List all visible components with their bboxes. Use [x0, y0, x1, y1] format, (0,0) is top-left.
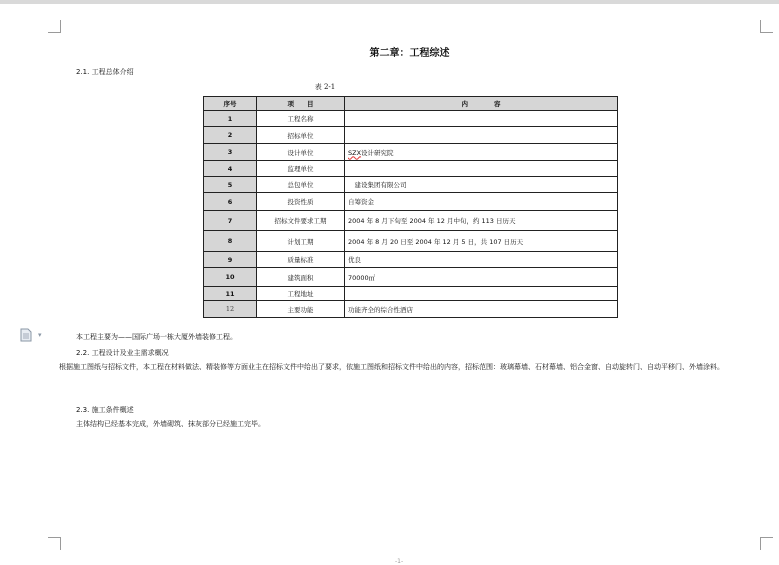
row-item[interactable]: 计划工期	[257, 231, 345, 252]
crop-mark-top-left	[48, 20, 61, 33]
chevron-down-icon[interactable]: ▾	[38, 331, 42, 339]
row-item[interactable]: 工程地址	[257, 287, 345, 301]
row-content[interactable]	[345, 144, 618, 161]
table-row	[204, 193, 618, 211]
page-number: -1-	[395, 558, 404, 565]
section-heading-2-3[interactable]: 2.3. 施工条件概述	[76, 406, 134, 414]
table-row	[204, 177, 618, 193]
row-item[interactable]: 监理单位	[257, 161, 345, 177]
table-row	[204, 111, 618, 127]
row-item[interactable]: 主要功能	[257, 301, 345, 318]
row-no[interactable]: 2	[204, 127, 257, 144]
section-heading-2-1[interactable]: 2.1. 工程总体介绍	[76, 68, 134, 76]
row-no[interactable]: 10	[204, 268, 257, 287]
row-item[interactable]: 总包单位	[257, 177, 345, 193]
row-content[interactable]: 建设集团有限公司	[345, 177, 618, 193]
table-row	[204, 127, 618, 144]
row-no[interactable]: 5	[204, 177, 257, 193]
table-caption[interactable]: 表 2-1	[314, 83, 336, 91]
table-row	[204, 268, 618, 287]
row-content-text[interactable]: 设计研究院	[361, 148, 394, 157]
table-row	[204, 211, 618, 231]
row-item[interactable]: 招标单位	[257, 127, 345, 144]
row-no[interactable]: 1	[204, 111, 257, 127]
crop-mark-top-right	[760, 20, 773, 33]
row-content[interactable]: 2004 年 8 月下旬至 2004 年 12 月中旬，约 113 日历天	[345, 211, 618, 231]
row-no[interactable]: 8	[204, 231, 257, 252]
header-item[interactable]: 项 目	[257, 97, 345, 111]
crop-mark-bottom-right	[760, 537, 773, 550]
chapter-title[interactable]: 第二章：工程综述	[369, 48, 450, 59]
table-row	[204, 161, 618, 177]
section-heading-2-2[interactable]: 2.2. 工程设计及业主需求概况	[76, 349, 169, 357]
row-content[interactable]	[345, 127, 618, 144]
crop-mark-bottom-left	[48, 537, 61, 550]
row-no[interactable]: 4	[204, 161, 257, 177]
row-no[interactable]: 3	[204, 144, 257, 161]
row-item[interactable]: 工程名称	[257, 111, 345, 127]
row-content[interactable]	[345, 161, 618, 177]
row-no[interactable]: 6	[204, 193, 257, 211]
row-content[interactable]: 70000㎡	[345, 268, 618, 287]
page-top-edge	[0, 0, 779, 4]
section-2-2-paragraph[interactable]: 根据施工图纸与招标文件，本工程在材料做法、精装修等方面业主在招标文件中给出了要求，依施工图纸和招标文件中给出的内容，招标范围：玻璃幕墙、石材幕墙、铝合金窗、自动旋转门、自动平移门、外墙涂料。	[59, 363, 724, 371]
row-item[interactable]: 投资性质	[257, 193, 345, 211]
row-content[interactable]: 自筹资金	[345, 193, 618, 211]
row-item[interactable]: 招标文件要求工期	[257, 211, 345, 231]
project-info-table	[203, 96, 618, 318]
table-row	[204, 144, 618, 161]
row-no[interactable]: 12	[204, 301, 257, 318]
header-content[interactable]: 内 容	[345, 97, 618, 111]
row-no[interactable]: 9	[204, 252, 257, 268]
row-content[interactable]	[345, 111, 618, 127]
row-item[interactable]: 质量标准	[257, 252, 345, 268]
table-row	[204, 231, 618, 252]
row-content[interactable]: 功能齐全的综合性酒店	[345, 301, 618, 318]
row-item[interactable]: 设计单位	[257, 144, 345, 161]
header-no[interactable]: 序号	[204, 97, 257, 111]
spellcheck-underlined-text[interactable]: SZX	[348, 148, 362, 157]
row-no[interactable]: 7	[204, 211, 257, 231]
row-no[interactable]: 11	[204, 287, 257, 301]
row-item[interactable]: 建筑面积	[257, 268, 345, 287]
intro-paragraph[interactable]: 本工程主要为——国际广场一栋大厦外墙装修工程。	[76, 333, 237, 341]
row-content[interactable]	[345, 287, 618, 301]
table-row	[204, 301, 618, 318]
row-content[interactable]: 2004 年 8 月 20 日至 2004 年 12 月 5 日，共 107 日历天	[345, 231, 618, 252]
row-content[interactable]: 优良	[345, 252, 618, 268]
section-2-3-paragraph[interactable]: 主体结构已经基本完成，外墙砌筑、抹灰部分已经施工完毕。	[76, 420, 265, 428]
document-icon[interactable]	[20, 328, 32, 342]
table-row	[204, 252, 618, 268]
table-row	[204, 287, 618, 301]
table-header-row	[204, 97, 618, 111]
